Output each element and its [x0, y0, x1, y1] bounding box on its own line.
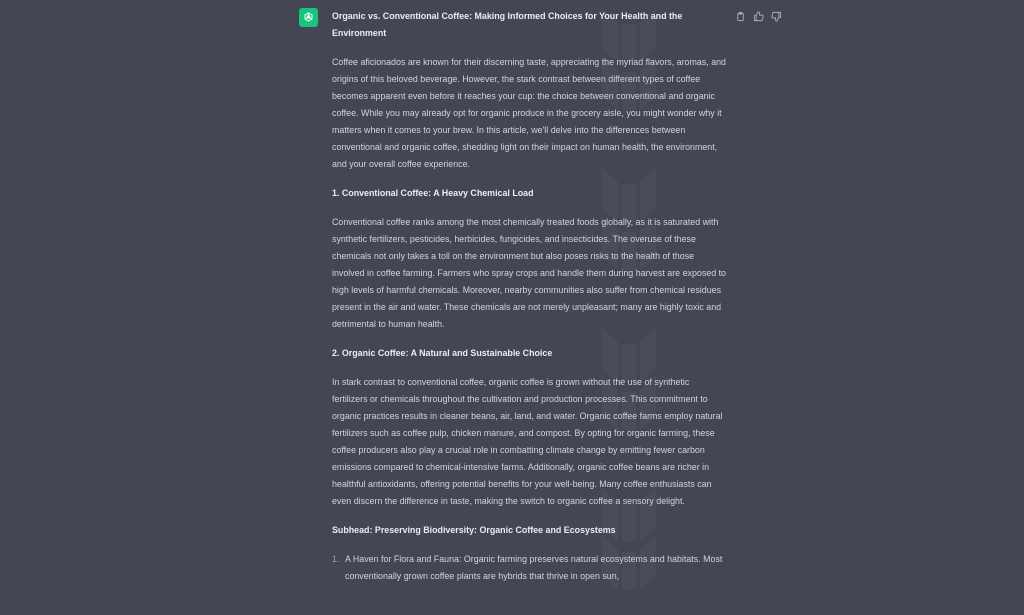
numbered-list — [332, 551, 726, 585]
thumbs-up-button[interactable] — [751, 9, 765, 23]
section-heading-organic: 2. Organic Coffee: A Natural and Sustainable Choice — [332, 348, 553, 358]
thumbs-down-button[interactable] — [769, 9, 783, 23]
thumbs-down-icon — [771, 11, 782, 22]
list-item-text: A Haven for Flora and Fauna: Organic farming preserves natural ecosystems and habitats. Most conventionally grown coffee plants are hybrids that thrive in open sun, — [345, 554, 723, 581]
section-body-organic: In stark contrast to conventional coffee, organic coffee is grown without the use of synthetic fertilizers or chemicals throughout the cultivation and production processes. This commitment to organic practices results in cleaner beans, air, land, and water. Organic coffee farms employ natural fertilizers such as coffee pulp, chicken manure, and compost. By opting for organic farming, these coffee producers also play a crucial role in combatting climate change by emitting fewer carbon emissions compared to chemical-intensive farms. Additionally, organic coffee beans are richer in healthful antioxidants, offering potential benefits for your well-being. Many coffee enthusiasts can even discern the difference in taste, making the switch to organic coffee a sensory delight. — [332, 377, 723, 506]
article-title: Organic vs. Conventional Coffee: Making Informed Choices for Your Health and the Environment — [332, 11, 683, 38]
copy-button[interactable] — [733, 9, 747, 23]
message-content — [332, 8, 726, 585]
subhead-biodiversity: Subhead: Preserving Biodiversity: Organic Coffee and Ecosystems — [332, 525, 616, 535]
list-item — [332, 551, 726, 585]
openai-logo-icon — [299, 8, 318, 27]
clipboard-icon — [735, 11, 746, 22]
thumbs-up-icon — [753, 11, 764, 22]
section-body-conventional: Conventional coffee ranks among the most chemically treated foods globally, as it is saturated with synthetic fertilizers, pesticides, herbicides, fungicides, and insecticides. The overuse of these chemicals not only takes a toll on the environment but also poses risks to the health of those involved in coffee farming. Farmers who spray crops and handle them during harvest are exposed to high levels of harmful chemicals. Moreover, nearby communities also suffer from chemical residues present in the air and water. These chemicals are not merely unpleasant; many are highly toxic and detrimental to human health. — [332, 217, 726, 329]
section-heading-conventional: 1. Conventional Coffee: A Heavy Chemical Load — [332, 188, 534, 198]
intro-paragraph: Coffee aficionados are known for their discerning taste, appreciating the myriad flavors, aromas, and origins of this beloved beverage. However, the stark contrast between different types of coffee becomes apparent even before it reaches your cup: the choice between conventional and organic coffee. While you may already opt for organic produce in the grocery aisle, you might wonder why it matters when it comes to your brew. In this article, we'll delve into the differences between conventional and organic coffee, shedding light on their impact on human health, the environment, and your overall coffee experience. — [332, 57, 726, 169]
list-item-number: 1. — [332, 554, 340, 564]
message-actions — [733, 9, 783, 23]
